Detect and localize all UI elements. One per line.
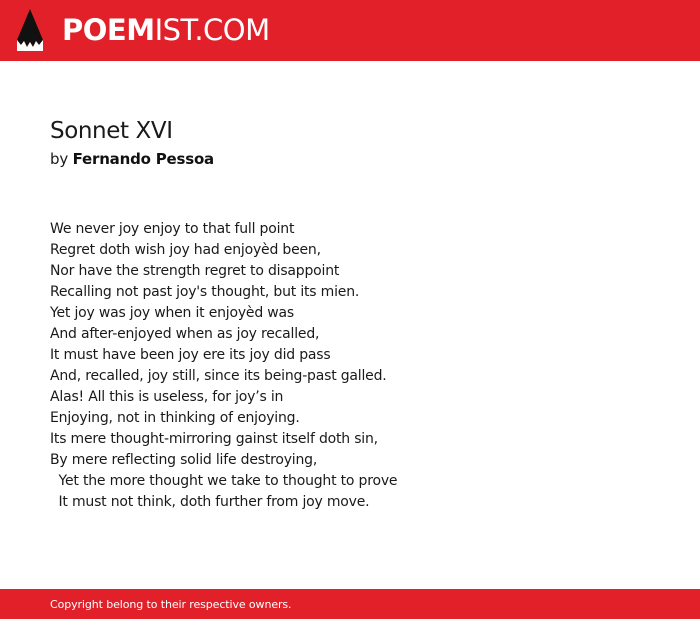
poem-line: We never joy enjoy to that full point	[50, 221, 295, 237]
poem-line: And, recalled, joy still, since its being-past galled.	[50, 368, 387, 384]
poem-line: It must not think, doth further from joy move.	[50, 494, 370, 510]
logo-light-text: IST.COM	[154, 13, 270, 47]
pencil-tip-icon	[17, 9, 43, 51]
poem-line: And after-enjoyed when as joy recalled,	[50, 326, 320, 342]
poem-line: Recalling not past joy's thought, but its mien.	[50, 284, 360, 300]
site-footer	[0, 589, 700, 619]
poem-line: Nor have the strength regret to disappoint	[50, 263, 340, 279]
poem-body	[50, 219, 670, 513]
byline-prefix: by	[50, 150, 68, 168]
poem-line: Yet joy was joy when it enjoyèd was	[50, 305, 294, 321]
poem-line: Alas! All this is useless, for joy’s in	[50, 389, 284, 405]
poem-line: Regret doth wish joy had enjoyèd been,	[50, 242, 321, 258]
poem-line: Enjoying, not in thinking of enjoying.	[50, 410, 300, 426]
poem-line: Its mere thought-mirroring gainst itself doth sin,	[50, 431, 378, 447]
site-logo-text	[62, 13, 270, 47]
poem-byline	[50, 149, 214, 169]
poem-line: By mere reflecting solid life destroying,	[50, 452, 318, 468]
poem-line: Yet the more thought we take to thought to prove	[50, 473, 398, 489]
poem-title: Sonnet XVI	[50, 118, 173, 144]
author-link[interactable]: Fernando Pessoa	[72, 150, 214, 168]
copyright-text: Copyright belong to their respective owners.	[50, 598, 292, 611]
poem-line: It must have been joy ere its joy did pass	[50, 347, 331, 363]
site-header	[0, 0, 700, 61]
logo-bold-text: POEM	[62, 13, 155, 47]
site-logo-link[interactable]	[0, 0, 270, 61]
